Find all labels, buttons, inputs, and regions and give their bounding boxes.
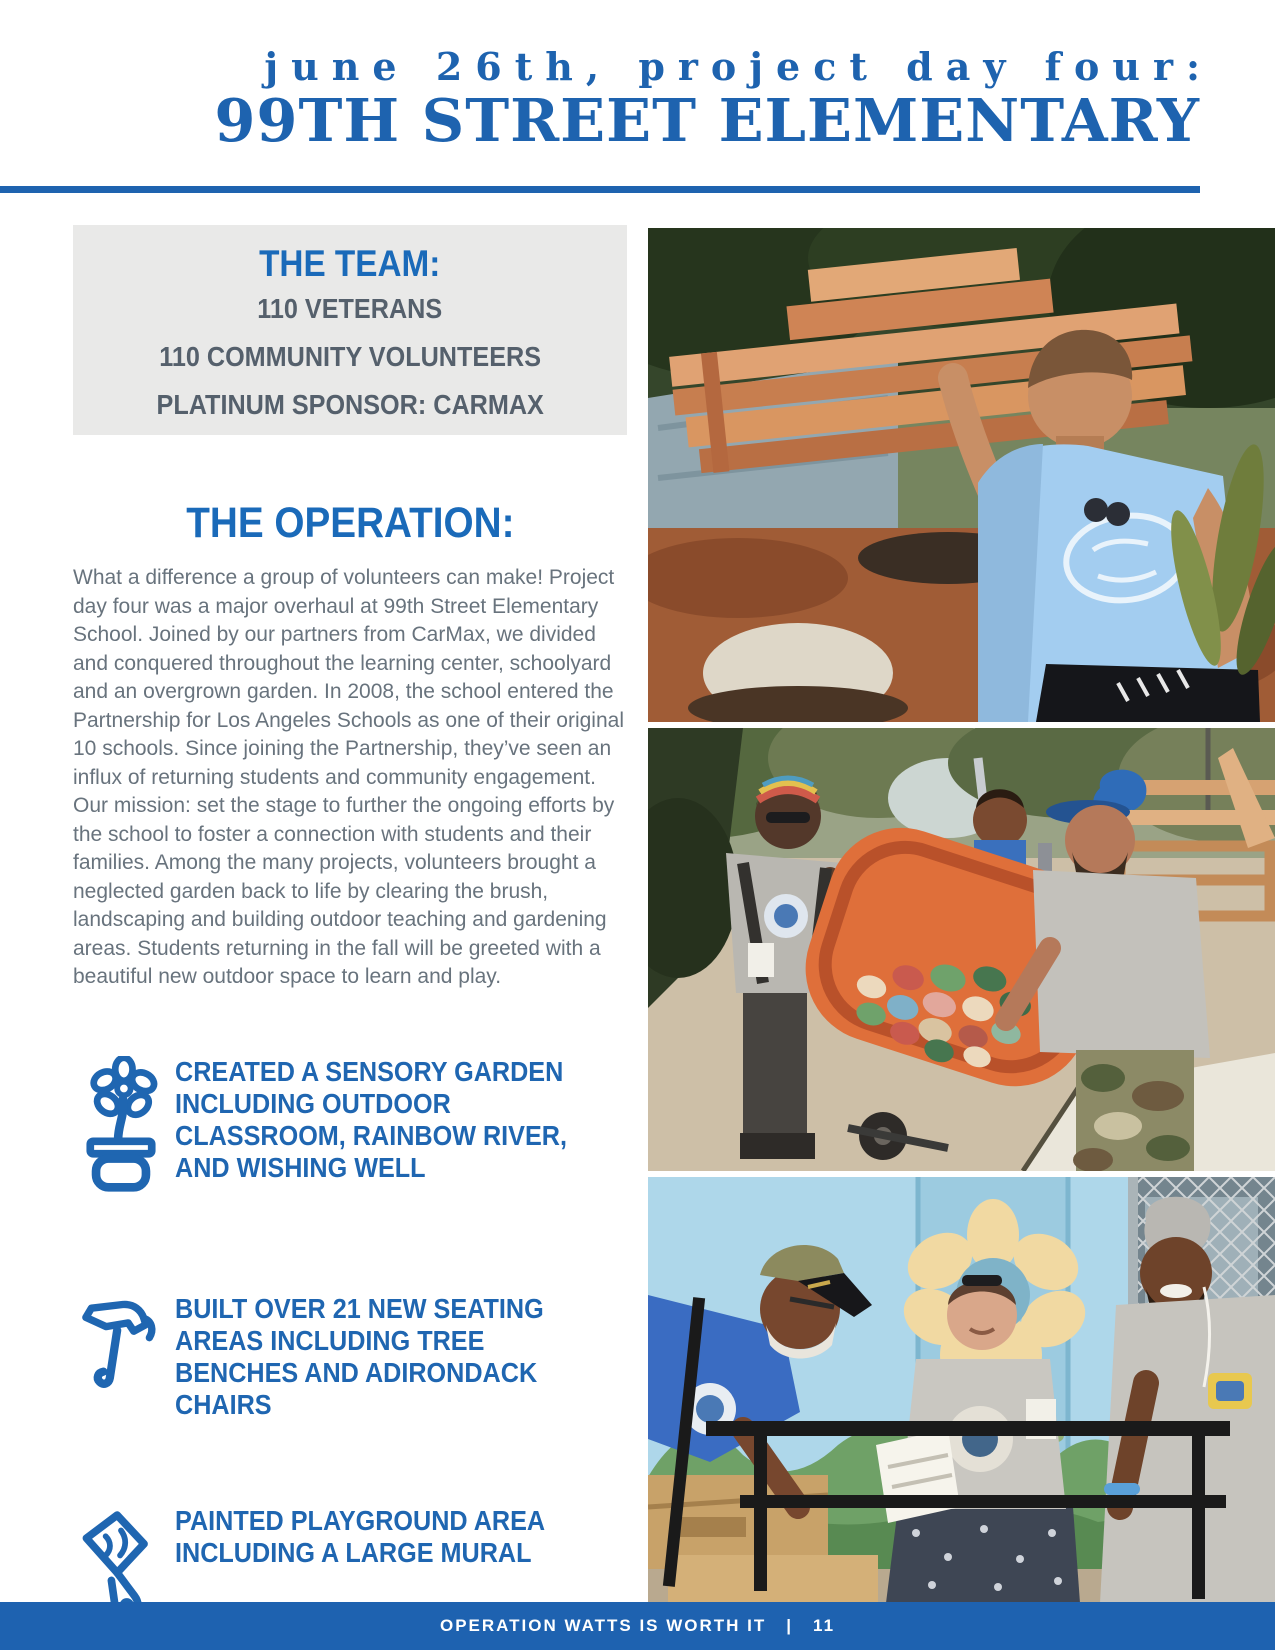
- header-kicker: june 26th, project day four:: [264, 44, 1213, 89]
- highlight-list: [73, 1056, 627, 1632]
- photo-mural-bench-assembly: [648, 1177, 1275, 1603]
- footer-separator: |: [786, 1616, 794, 1635]
- team-line-text: 110 COMMUNITY VOLUNTEERS: [159, 341, 541, 372]
- team-heading: [73, 225, 627, 285]
- team-line-text: PLATINUM SPONSOR: CARMAX: [156, 389, 544, 420]
- left-column: [73, 225, 627, 1632]
- team-line-sponsor: [73, 381, 627, 429]
- team-line-community: [73, 333, 627, 381]
- hammer-icon: [73, 1293, 175, 1402]
- team-line-text: 110 VETERANS: [257, 293, 443, 324]
- highlight-text: CREATED A SENSORY GARDEN INCLUDING OUTDOOR CLASSROOM, RAINBOW RIVER, AND WISHING WELL: [175, 1055, 568, 1183]
- operation-heading: [73, 499, 627, 548]
- highlight-seating-areas: [73, 1293, 627, 1421]
- photo-wheelbarrow-painted-rocks: [648, 728, 1275, 1171]
- highlight-sensory-garden: [73, 1056, 627, 1197]
- page-title: 99TH STREET ELEMENTARY: [214, 86, 1200, 155]
- footer-text: OPERATION WATTS IS WORTH IT: [439, 1616, 767, 1635]
- team-heading-text: THE TEAM:: [259, 243, 441, 284]
- operation-heading-text: THE OPERATION:: [185, 499, 515, 547]
- footer-bar: [0, 1602, 1275, 1650]
- highlight-text: PAINTED PLAYGROUND AREA INCLUDING A LARGE MURAL: [175, 1504, 545, 1568]
- flower-pot-icon: [73, 1056, 175, 1197]
- team-line-veterans: [73, 285, 627, 333]
- header-rule: [0, 186, 1200, 193]
- team-box: [73, 225, 627, 435]
- footer-page-number: 11: [813, 1616, 836, 1635]
- photo-volunteer-carrying-lumber: [648, 228, 1275, 722]
- highlight-text: BUILT OVER 21 NEW SEATING AREAS INCLUDING TREE BENCHES AND ADIRONDACK CHAIRS: [175, 1292, 544, 1420]
- operation-body: What a difference a group of volunteers can make! Project day four was a major overhaul at 99th Street Elementary School. Joined by our partners from CarMax, we divided and conquered throughout the learning center, schoolyard and an overgrown garden. In 2008, the school entered the Partnership for Los Angeles Schools as one of their original 10 schools. Since joining the Partnership, they’ve seen an influx of returning students and community engagement. Our mission: set the stage to further the ongoing efforts by the school to foster a connection with students and their families. Among the many projects, volunteers brought a neglected garden back to life by clearing the brush, landscaping and building outdoor teaching and gardening areas. Students returning in the fall will be greeted with a beautiful new outdoor space to learn and play.: [73, 566, 624, 988]
